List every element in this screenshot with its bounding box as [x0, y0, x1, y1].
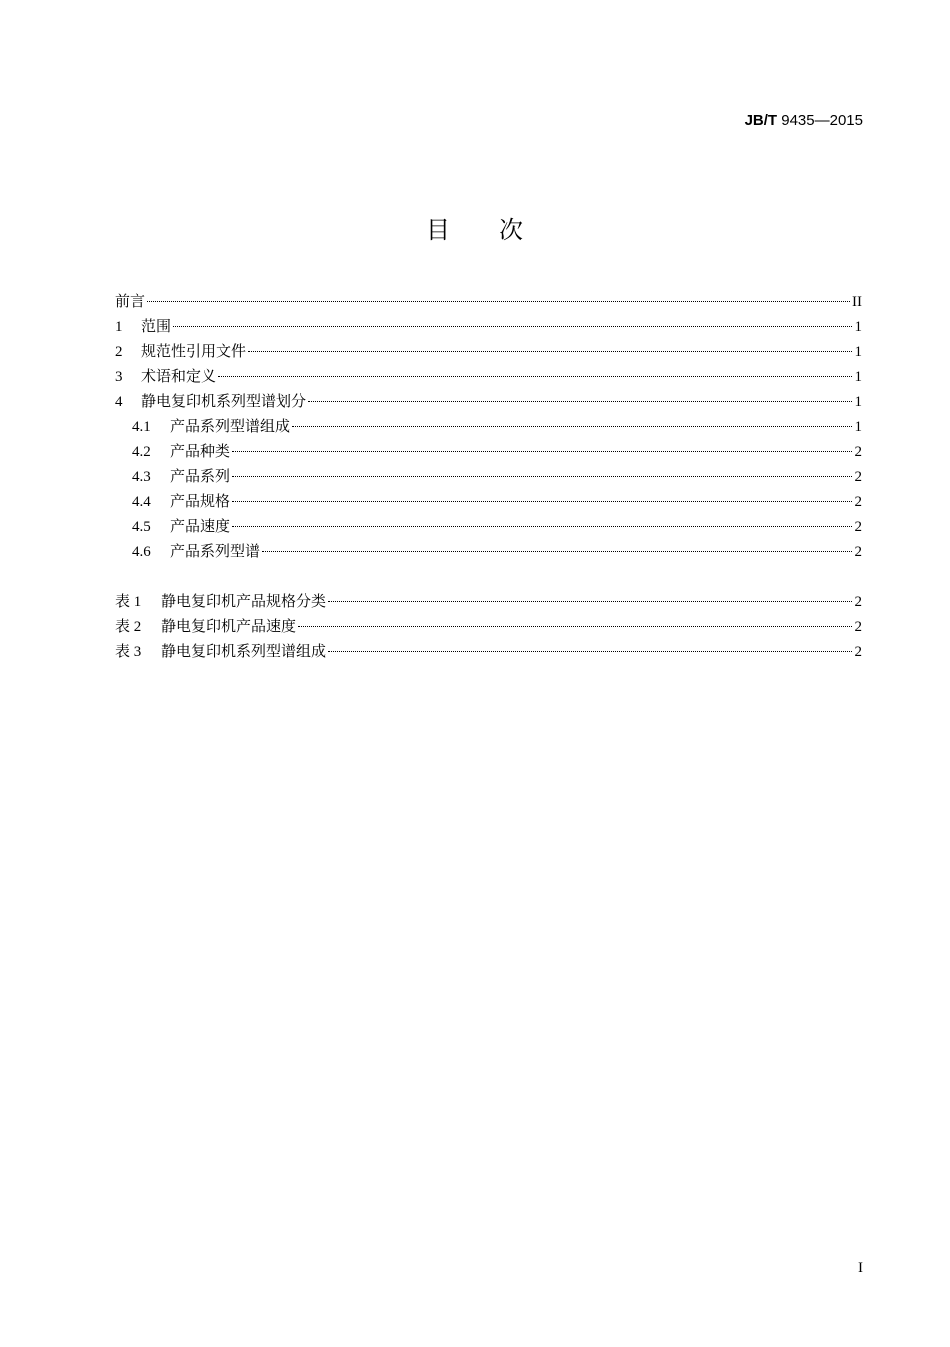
toc-entry-page: 1 [854, 369, 862, 385]
page-title [0, 210, 950, 245]
toc-entry-label: 产品规格 [170, 494, 231, 510]
toc-entry-page: 2 [854, 494, 862, 510]
title-char-2: 次 [499, 216, 524, 244]
toc-entry-label: 术语和定义 [141, 369, 217, 385]
toc-entry-page: 1 [854, 394, 862, 410]
dot-leader [173, 310, 852, 327]
toc-entry-page: 2 [854, 619, 862, 635]
toc-entry-number: 表 3 [115, 644, 142, 660]
toc-entry-number: 2 [115, 344, 123, 360]
page-number: I [858, 1260, 863, 1276]
toc-entry-label: 静电复印机产品速度 [161, 619, 297, 635]
dot-leader [218, 360, 852, 377]
toc-entry-label: 产品系列 [170, 469, 231, 485]
dot-leader [298, 610, 852, 627]
dot-leader [147, 285, 850, 302]
dot-leader [232, 510, 852, 527]
toc-entry-label: 产品系列型谱 [170, 544, 261, 560]
toc-entry-page: 1 [854, 319, 862, 335]
title-char-1: 目 [426, 216, 451, 244]
dot-leader [262, 535, 852, 552]
toc-entry-page: 2 [854, 519, 862, 535]
toc-entry-table-3[interactable] [115, 639, 862, 664]
toc-entry-label: 规范性引用文件 [141, 344, 247, 360]
toc-entry-page: 2 [854, 594, 862, 610]
toc-entry-page: 1 [854, 344, 862, 360]
table-of-contents [115, 289, 862, 664]
dot-leader [232, 460, 852, 477]
toc-entry-number: 4.2 [132, 444, 151, 460]
dot-leader [328, 585, 852, 602]
toc-entry-page: 2 [854, 444, 862, 460]
toc-entry-number: 1 [115, 319, 123, 335]
dot-leader [292, 410, 852, 427]
standard-number: 9435—2015 [781, 112, 863, 129]
toc-entry-number: 4.1 [132, 419, 151, 435]
dot-leader [248, 335, 852, 352]
toc-entry-number: 表 1 [115, 594, 142, 610]
toc-entry-number: 4.4 [132, 494, 151, 510]
toc-entry-number: 4.3 [132, 469, 151, 485]
toc-entry-page: 2 [854, 544, 862, 560]
toc-entry-page: 2 [854, 644, 862, 660]
toc-entry-label: 产品系列型谱组成 [170, 419, 291, 435]
toc-entry-page: 1 [854, 419, 862, 435]
toc-entry-label: 产品种类 [170, 444, 231, 460]
toc-entry-page: 2 [854, 469, 862, 485]
toc-entry-label: 前言 [115, 294, 146, 310]
toc-entry-page: II [852, 294, 862, 310]
toc-entry-number: 4.6 [132, 544, 151, 560]
toc-entry-number: 4 [115, 394, 123, 410]
toc-entry-number: 4.5 [132, 519, 151, 535]
toc-entry-label: 静电复印机系列型谱划分 [141, 394, 307, 410]
toc-entry-number: 3 [115, 369, 123, 385]
dot-leader [232, 435, 852, 452]
toc-entry-label: 范围 [141, 319, 172, 335]
toc-entry-section-4-6[interactable] [115, 539, 862, 564]
dot-leader [232, 485, 852, 502]
dot-leader [308, 385, 852, 402]
standard-prefix: JB/T [744, 112, 778, 129]
toc-entry-label: 静电复印机系列型谱组成 [161, 644, 327, 660]
dot-leader [328, 635, 852, 652]
toc-entry-label: 产品速度 [170, 519, 231, 535]
toc-entry-number: 表 2 [115, 619, 142, 635]
standard-code [745, 112, 863, 129]
toc-entry-label: 静电复印机产品规格分类 [161, 594, 327, 610]
